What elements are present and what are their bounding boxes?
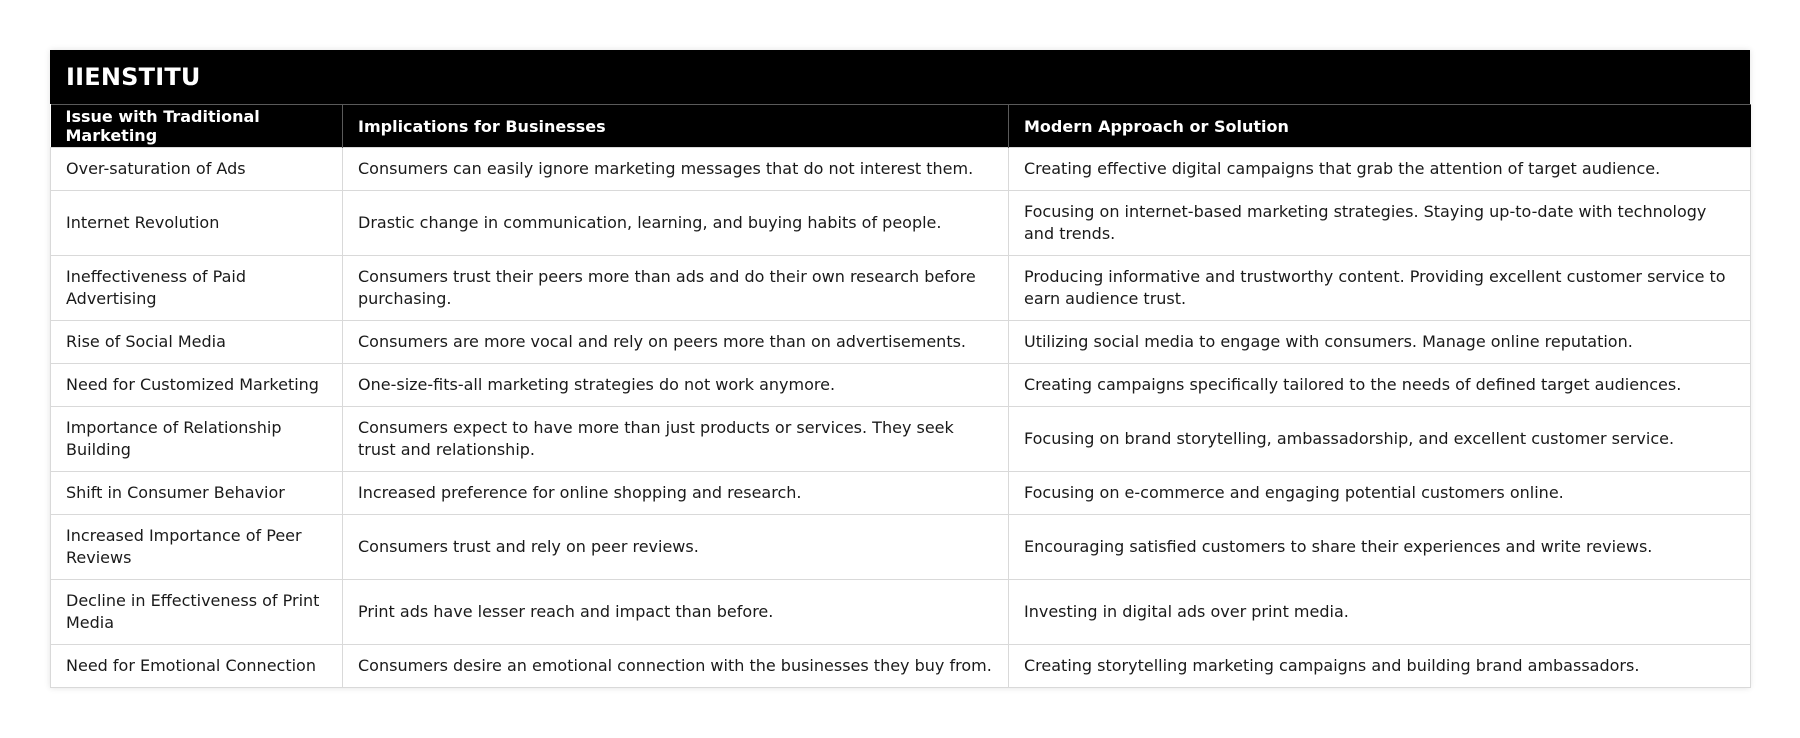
issue-cell: Importance of Relationship Building <box>51 407 343 472</box>
issue-cell: Decline in Effectiveness of Print Media <box>51 580 343 645</box>
implication-cell: Consumers are more vocal and rely on peers more than on advertisements. <box>343 321 1009 364</box>
table-row <box>51 645 1751 688</box>
issue-cell: Internet Revolution <box>51 191 343 256</box>
table-row <box>51 472 1751 515</box>
table-row <box>51 148 1751 191</box>
solution-cell: Focusing on e-commerce and engaging potential customers online. <box>1009 472 1751 515</box>
solution-cell: Investing in digital ads over print media. <box>1009 580 1751 645</box>
implication-cell: Consumers trust and rely on peer reviews. <box>343 515 1009 580</box>
column-header-implications: Implications for Businesses <box>343 105 1009 148</box>
issue-cell: Rise of Social Media <box>51 321 343 364</box>
solution-cell: Producing informative and trustworthy content. Providing excellent customer service to earn audience trust. <box>1009 256 1751 321</box>
solution-cell: Creating campaigns specifically tailored to the needs of defined target audiences. <box>1009 364 1751 407</box>
solution-cell: Encouraging satisfied customers to share their experiences and write reviews. <box>1009 515 1751 580</box>
solution-cell: Focusing on internet-based marketing strategies. Staying up-to-date with technology and trends. <box>1009 191 1751 256</box>
column-header-issue: Issue with Traditional Marketing <box>51 105 343 148</box>
table-row <box>51 191 1751 256</box>
issue-cell: Ineffectiveness of Paid Advertising <box>51 256 343 321</box>
implication-cell: Drastic change in communication, learning, and buying habits of people. <box>343 191 1009 256</box>
solution-cell: Utilizing social media to engage with consumers. Manage online reputation. <box>1009 321 1751 364</box>
implication-cell: Increased preference for online shopping and research. <box>343 472 1009 515</box>
header-row <box>51 105 1751 148</box>
solution-cell: Creating effective digital campaigns that grab the attention of target audience. <box>1009 148 1751 191</box>
implication-cell: Print ads have lesser reach and impact than before. <box>343 580 1009 645</box>
issue-cell: Increased Importance of Peer Reviews <box>51 515 343 580</box>
issue-cell: Need for Customized Marketing <box>51 364 343 407</box>
table-row <box>51 515 1751 580</box>
table-row <box>51 321 1751 364</box>
implication-cell: One-size-fits-all marketing strategies do not work anymore. <box>343 364 1009 407</box>
table-title: IIENSTITU <box>50 50 1750 104</box>
solution-cell: Focusing on brand storytelling, ambassadorship, and excellent customer service. <box>1009 407 1751 472</box>
table-row <box>51 256 1751 321</box>
implication-cell: Consumers desire an emotional connection with the businesses they buy from. <box>343 645 1009 688</box>
implication-cell: Consumers can easily ignore marketing messages that do not interest them. <box>343 148 1009 191</box>
implication-cell: Consumers trust their peers more than ads and do their own research before purchasing. <box>343 256 1009 321</box>
solution-cell: Creating storytelling marketing campaigns and building brand ambassadors. <box>1009 645 1751 688</box>
implication-cell: Consumers expect to have more than just products or services. They seek trust and relationship. <box>343 407 1009 472</box>
table-row <box>51 364 1751 407</box>
comparison-table <box>50 104 1751 688</box>
table-row <box>51 580 1751 645</box>
issue-cell: Shift in Consumer Behavior <box>51 472 343 515</box>
column-header-solution: Modern Approach or Solution <box>1009 105 1751 148</box>
issue-cell: Over-saturation of Ads <box>51 148 343 191</box>
issue-cell: Need for Emotional Connection <box>51 645 343 688</box>
comparison-table-container <box>50 50 1750 688</box>
table-row <box>51 407 1751 472</box>
